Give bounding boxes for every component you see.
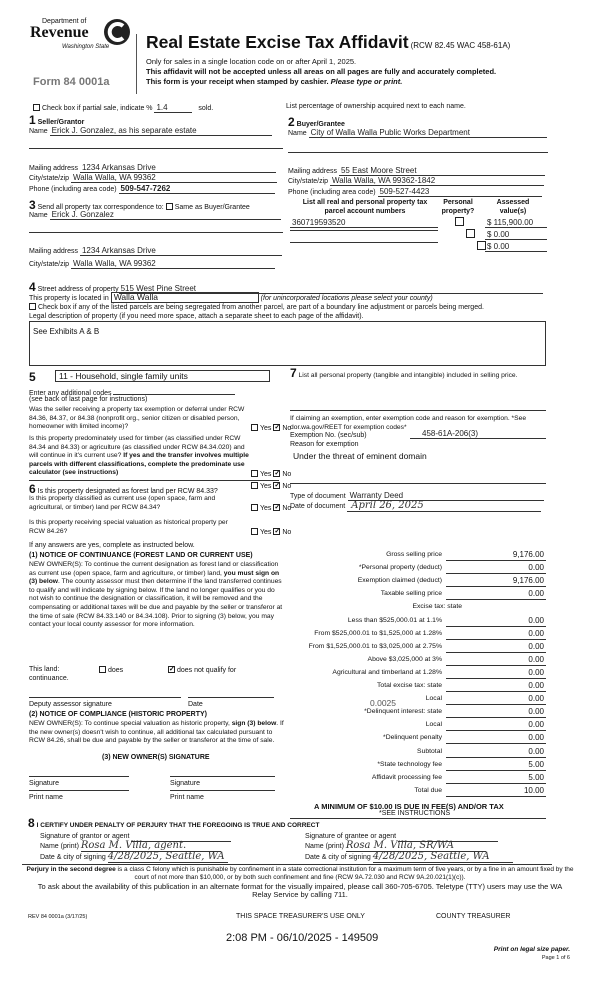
tax-row [290, 773, 546, 785]
header-divider [136, 34, 137, 94]
tax-row [290, 786, 546, 798]
label: Reason for exemption [290, 441, 359, 448]
correspondence-mail-field[interactable]: 1234 Arkansas Drive [80, 246, 282, 256]
yes-checkbox[interactable] [251, 504, 258, 511]
tax-row-label: *Delinquent interest: state [364, 708, 442, 716]
buyer-mail-field[interactable]: 55 East Moore Street [339, 166, 545, 176]
partial-sale-suffix: sold. [198, 105, 214, 112]
label: Date of document [290, 503, 346, 510]
tax-row [290, 629, 546, 641]
grantor-name-field[interactable]: Rosa M. Villa, agent. [81, 840, 221, 852]
segregate-checkbox[interactable] [29, 303, 36, 310]
does-checkbox[interactable] [99, 666, 106, 673]
tax-row-label: Subtotal [417, 747, 442, 755]
parcel-number-field[interactable] [290, 242, 438, 243]
tax-row [290, 576, 546, 588]
label: City/state/zip [29, 261, 70, 268]
tax-row [290, 550, 546, 562]
legal-description-box[interactable] [29, 321, 546, 366]
tax-row-label: *Personal property (deduct) [358, 564, 442, 572]
deputy-date-line[interactable] [188, 697, 274, 698]
sec5-q2: Is this property predominately used for timber (as classified under RCW 84.34 and 84.33) or agriculture (as classified under RCW 84.34.020) and will continue in it's current use? If yes and the transfer involves multiple parcels with different classifications, complete the predominate use calculator (see instructions) [29, 435, 249, 477]
tax-row-label: Local [425, 721, 442, 729]
label: does [108, 667, 124, 674]
divider [290, 818, 546, 819]
tax-row-value[interactable]: 0.00 [446, 589, 546, 600]
tax-row [290, 760, 546, 772]
seller-name-field[interactable]: Erick J. Gonzalez, as his separate estate [50, 126, 272, 136]
tax-row [290, 681, 546, 693]
document-date-field[interactable]: April 26, 2025 [347, 500, 541, 512]
yes-checkbox[interactable] [251, 482, 258, 489]
tax-row-label: Excise tax: state [412, 603, 462, 611]
section-number: 4 [29, 280, 36, 294]
new-owner-signature-title: (3) NEW OWNER(S) SIGNATURE [102, 754, 210, 761]
tax-row [290, 707, 546, 719]
yes-checkbox[interactable] [251, 470, 258, 477]
certify-text: I CERTIFY UNDER PENALTY OF PERJURY THAT THE FOREGOING IS TRUE AND CORRECT [36, 822, 320, 829]
partial-sale-checkbox[interactable] [33, 104, 40, 111]
label: Phone (including area code) [29, 186, 117, 193]
tax-row [290, 616, 546, 628]
label: Mailing address [288, 168, 338, 175]
parcel-number-field[interactable]: 360719593520 [290, 218, 438, 228]
perjury-notice: Perjury in the second degree is a class C felony which is punishable by confinement in a state correctional institution for a maximum term of five years, or by a fine in an amount fixed by the court of not more than $10,000, or by both such confinement and fine (RCW 9A.72.030 and RCW 9A.20.021(1)(c)). [26, 866, 574, 881]
tax-row-value[interactable]: 0.00 [446, 720, 546, 731]
correspondence-city-field[interactable]: Walla Walla, WA 99362 [71, 259, 275, 269]
form-title-ref: (RCW 82.45 WAC 458-61A) [410, 41, 511, 50]
label: Deputy assessor signature [29, 701, 112, 708]
form-title: Real Estate Excise Tax Affidavit [146, 32, 409, 52]
label: Exemption No. (sec/sub) [290, 432, 367, 439]
section-number: 5 [29, 370, 36, 384]
tax-row-value[interactable]: 9,176.00 [446, 576, 546, 587]
label: Name [288, 130, 307, 137]
header-sub2: This affidavit will not be accepted unless all areas on all pages are fully and accurately completed. [146, 67, 497, 76]
no-checkbox[interactable] [273, 482, 280, 489]
tax-row [290, 589, 546, 601]
buyer-city-field[interactable]: Walla Walla, WA 99362-1842 [330, 176, 544, 186]
section-number: 6 [29, 482, 36, 496]
revenue-c-logo-icon [103, 18, 131, 46]
tax-row-value[interactable]: 0.00 [446, 681, 546, 692]
label: Enter any additional codes [29, 390, 112, 397]
alternate-format-notice: To ask about the availability of this publication in an alternate format for the visually impaired, please call 360-705-6705. Teletype (TTY) users may use the WA Relay Service by calling 711. [37, 882, 563, 899]
form-number: Form 84 0001a [33, 76, 110, 88]
tax-row-label: Total excise tax: state [377, 682, 442, 689]
divider [29, 480, 279, 481]
correspondence-name-line2 [29, 232, 283, 233]
buyer-heading [288, 115, 345, 129]
buyer-title: Buyer/Grantee [296, 121, 345, 128]
personal-property-label: List all personal property (tangible and intangible) included in selling price. [298, 372, 518, 379]
label: Signature [29, 780, 59, 787]
print-name-line[interactable] [170, 790, 275, 791]
grantor-date-field[interactable]: 4/28/2025, Seattle, WA [108, 851, 228, 863]
personal-property-checkbox[interactable] [455, 217, 464, 226]
sec5-q1-answer: Yes ✓ No [251, 424, 291, 432]
tax-row [290, 747, 546, 759]
sec6-q3-answer: Yes ✓ No [251, 528, 291, 536]
label: Date & city of signing [305, 854, 371, 861]
notice-continuance-text: NEW OWNER(S): To continue the current designation as forest land or classification as current use (open space, farm and agriculture, or timber) land, you must sign on (3) below. The county assessor must then determine if the land transferred continues to qualify and will indicate by signing below. If the land no longer qualifies or you do not wish to continue the designation or classification, it will be removed and the compensating or additional taxes will be due and payable by the seller or transferor at the time of sale (RCW 84.33.140 or 84.34.108). Prior to signing (3) below, you may contact your local county assessor for more information. [29, 561, 283, 629]
label: Signature of grantor or agent [40, 833, 130, 840]
buyer-phone-field[interactable]: 509-527-4423 [378, 187, 542, 197]
label: Name (print) [40, 843, 79, 850]
cashier-stamp: 2:08 PM - 06/10/2025 - 149509 [226, 932, 379, 944]
tax-row-value[interactable]: 5.00 [446, 760, 546, 771]
header-sub3-text: This form is your receipt when stamped by cashier. [146, 77, 329, 86]
legal-description-text: See Exhibits A & B [33, 327, 100, 336]
label: Name (print) [305, 843, 344, 850]
assessed-value-field[interactable]: $ 115,900.00 [485, 218, 547, 228]
signature-line[interactable] [29, 776, 129, 777]
label: does not qualify for [177, 667, 237, 674]
seller-name-line2 [29, 148, 283, 149]
tax-row-value[interactable]: 0.00 [446, 563, 546, 574]
label: Name [29, 128, 48, 135]
exemption-number-field[interactable]: 458-61A-206(3) [410, 429, 546, 439]
tax-row-label: Local [425, 695, 442, 703]
does-not-qualify-checkbox[interactable] [168, 666, 175, 673]
no-checkbox[interactable] [273, 504, 280, 511]
divider [22, 864, 552, 865]
correspondence-label: Send all property tax correspondence to: [37, 204, 164, 211]
label: Mailing address [29, 248, 79, 255]
label: Signature of grantee or agent [305, 833, 397, 840]
tax-row [290, 602, 546, 614]
tax-row [290, 655, 546, 667]
revision-code: REV 84 0001a (3/17/25) [28, 914, 88, 920]
sec6-q3: Is this property receiving special valuation as historical property per RCW 84.26? [29, 519, 228, 535]
tax-row-value[interactable]: 0.00 [446, 747, 546, 758]
tax-row-label: Affidavit processing fee [371, 773, 442, 781]
label: Type of document [290, 493, 346, 500]
segregate-label: Check box if any of the listed parcels are being segregated from another parcel, are part of a boundary line adjustment or parcels being merged. [38, 304, 484, 311]
assessed-value-field[interactable]: $ 0.00 [485, 242, 547, 252]
seller-phone-field[interactable]: 509-547-7262 [119, 184, 275, 194]
legal-label: Legal description of property (if you need more space, attach a separate sheet to each page of the affidavit). [29, 313, 364, 320]
form-title-row [146, 32, 510, 53]
assessed-col-header: Assessed value(s) [496, 199, 530, 215]
tax-row-value[interactable]: 0.00 [446, 707, 546, 718]
section-number: 3 [29, 198, 36, 212]
sec6-q2-answer: Yes ✓ No [251, 504, 291, 512]
notice-compliance-title: (2) NOTICE OF COMPLIANCE (HISTORIC PROPERTY) [29, 711, 207, 718]
tax-row-label: Agricultural and timberland at 1.28% [332, 668, 442, 676]
location-note: (for unincorporated locations please select your county) [260, 295, 433, 302]
county-treasurer: COUNTY TREASURER [436, 913, 511, 920]
additional-codes-note: (see back of last page for instructions) [29, 396, 148, 403]
label: Name [29, 212, 48, 219]
logo-state: Washington State [62, 44, 110, 50]
label: City/state/zip [288, 178, 329, 185]
parcel-number-field[interactable] [290, 230, 438, 231]
sec6-note: If any answers are yes, complete as instructed below. [29, 542, 195, 549]
header-sub3 [146, 77, 402, 86]
reason-line [290, 483, 546, 484]
tax-row-value[interactable]: 5.00 [446, 773, 546, 784]
tax-row-label: Total due [414, 786, 442, 794]
sec6-q2: Is this property classified as current use (open space, farm and agricultural, or timber) land per RCW 84.34? [29, 495, 216, 511]
logo-revenue: Revenue [30, 24, 89, 41]
seller-city-field[interactable]: Walla Walla, WA 99362 [71, 173, 277, 183]
label: Phone (including area code) [288, 189, 376, 196]
correspondence-name-field[interactable]: Erick J. Gonzalez [50, 210, 281, 220]
tax-row-label: From $525,000.01 to $1,525,000 at 1.28% [314, 629, 442, 637]
label: Print name [29, 794, 63, 801]
no-checkbox[interactable] [273, 528, 280, 535]
personal-col-header: Personal property? [441, 199, 475, 215]
sec5-q1: Was the seller receiving a property tax exemption or deferral under RCW 84.36, 84.37, or 84.38 (nonprofit org., senior citizen or disabled person, homeowner with limited income)? [29, 406, 245, 431]
parcel-col-header: List all real and personal property tax parcel account numbers [302, 199, 428, 215]
buyer-name-line2 [288, 152, 548, 153]
tax-row-value[interactable]: 10.00 [446, 786, 546, 797]
notice-continuance-title: (1) NOTICE OF CONTINUANCE (FOREST LAND OR CURRENT USE) [29, 552, 253, 559]
tax-row-value[interactable]: 0.00 [446, 694, 546, 705]
tax-row-label: Gross selling price [386, 551, 442, 558]
seller-mail-field[interactable]: 1234 Arkansas Drive [80, 163, 276, 173]
tax-row-label: Above $3,025,000 at 3% [367, 655, 442, 663]
page-number: Page 1 of 6 [541, 955, 570, 961]
label: City/state/zip [29, 175, 70, 182]
exemption-label: If claiming an exemption, enter exemption code and reason for exemption. *See dor.wa.gov/REET for exemption codes* [290, 415, 527, 431]
tax-row [290, 694, 546, 706]
tax-row [290, 733, 546, 745]
same-as-buyer-label: Same as Buyer/Grantee [174, 204, 250, 211]
partial-sale-percent[interactable]: 1.4 [154, 103, 192, 113]
see-instructions: *SEE INSTRUCTIONS [379, 810, 451, 817]
yes-checkbox[interactable] [251, 424, 258, 431]
section-number: 7 [290, 366, 297, 380]
tax-row-value[interactable]: 0.00 [446, 655, 546, 666]
tax-row-value[interactable]: 0.00 [446, 616, 546, 627]
assessed-value-field[interactable]: $ 0.00 [485, 230, 547, 240]
dor-logo [28, 18, 132, 68]
additional-codes-field[interactable] [113, 386, 235, 395]
tax-row-value[interactable]: 0.00 [446, 668, 546, 679]
tax-row [290, 642, 546, 654]
section-number: 1 [29, 113, 36, 127]
tax-row-label: Taxable selling price [380, 590, 442, 598]
tax-row-label: Exemption claimed (deduct) [357, 577, 442, 585]
personal-property-checkbox[interactable] [466, 229, 475, 238]
label: This land: [29, 666, 60, 673]
tax-row-label: From $1,525,000.01 to $3,025,000 at 2.75% [308, 642, 442, 650]
label: Date [188, 701, 203, 708]
grantee-date-field[interactable]: 4/28/2025, Seattle, WA [373, 851, 513, 863]
partial-sale [33, 103, 213, 113]
exemption-reason-field[interactable]: Under the threat of eminent domain [293, 451, 427, 461]
tax-row-value[interactable]: 0.00 [446, 629, 546, 640]
section-number: 8 [28, 816, 35, 830]
tax-row-value[interactable]: 0.00 [446, 642, 546, 653]
sec6-q1: Is this property designated as forest land per RCW 84.33? [37, 488, 218, 495]
label: Mailing address [29, 165, 79, 172]
document-type-field[interactable]: Warranty Deed [348, 491, 544, 501]
tax-row [290, 720, 546, 732]
partial-sale-label: Check box if partial sale, indicate % [42, 105, 153, 112]
yes-checkbox[interactable] [251, 528, 258, 535]
buyer-name-field[interactable]: City of Walla Walla Public Works Department [309, 128, 547, 138]
tax-row-value[interactable]: 9,176.00 [446, 550, 546, 561]
tax-row-value[interactable]: 0.00 [446, 733, 546, 744]
legal-paper-note: Print on legal size paper. [493, 946, 570, 953]
sec6-q1-answer: Yes ✓ No [251, 482, 291, 490]
print-name-line[interactable] [29, 790, 129, 791]
signature-line[interactable] [170, 776, 275, 777]
logo-dept-of: Department of [42, 18, 87, 25]
header-sub3-italic: Please type or print. [330, 77, 403, 86]
local-rate-value: 0.0025 [370, 698, 396, 708]
same-as-buyer-checkbox[interactable] [166, 203, 173, 210]
deputy-signature-line[interactable] [29, 697, 181, 698]
sec5-q2-answer: Yes ✓ No [251, 470, 291, 478]
label: This property is located in [29, 295, 109, 302]
label: Print name [170, 794, 204, 801]
grantee-name-field[interactable]: Rosa M. Villa, SR/WA [346, 840, 486, 852]
seller-heading [29, 113, 84, 127]
label: Date & city of signing [40, 854, 106, 861]
header-sub1: Only for sales in a single location code on or after April 1, 2025. [146, 57, 357, 66]
personal-property-line[interactable] [290, 410, 546, 411]
tax-row-label: *Delinquent penalty [383, 734, 442, 742]
minimum-due-notice: A MINIMUM OF $10.00 IS DUE IN FEE(S) AND/OR TAX [314, 802, 504, 811]
tax-row-label: Less than $525,000.01 at 1.1% [347, 616, 442, 624]
tax-row [290, 563, 546, 575]
label: Signature [170, 780, 200, 787]
label: continuance. [29, 675, 69, 682]
no-checkbox[interactable] [273, 424, 280, 431]
treasurer-use: THIS SPACE TREASURER'S USE ONLY [236, 913, 365, 920]
notice-compliance-text: NEW OWNER(S): To continue special valuation as historic property, sign (3) below. If the new owner(s) doesn't wish to continue, all additional tax calculated pursuant to RCW 84.26, shall be due and payable by the seller or transferor at the time of sale. [29, 720, 284, 745]
tax-row [290, 668, 546, 680]
location-select[interactable]: Walla Walla [111, 292, 259, 303]
tax-row-label: *State technology fee [377, 760, 442, 768]
use-code-select[interactable]: 11 - Household, single family units [55, 370, 270, 382]
property-street-field[interactable]: 515 West Pine Street [119, 284, 543, 294]
no-checkbox[interactable] [273, 470, 280, 477]
label: Street address of property [37, 286, 119, 293]
ownership-note: List percentage of ownership acquired next to each name. [286, 103, 466, 110]
section-number: 2 [288, 115, 295, 129]
seller-title: Seller/Grantor [37, 119, 85, 126]
